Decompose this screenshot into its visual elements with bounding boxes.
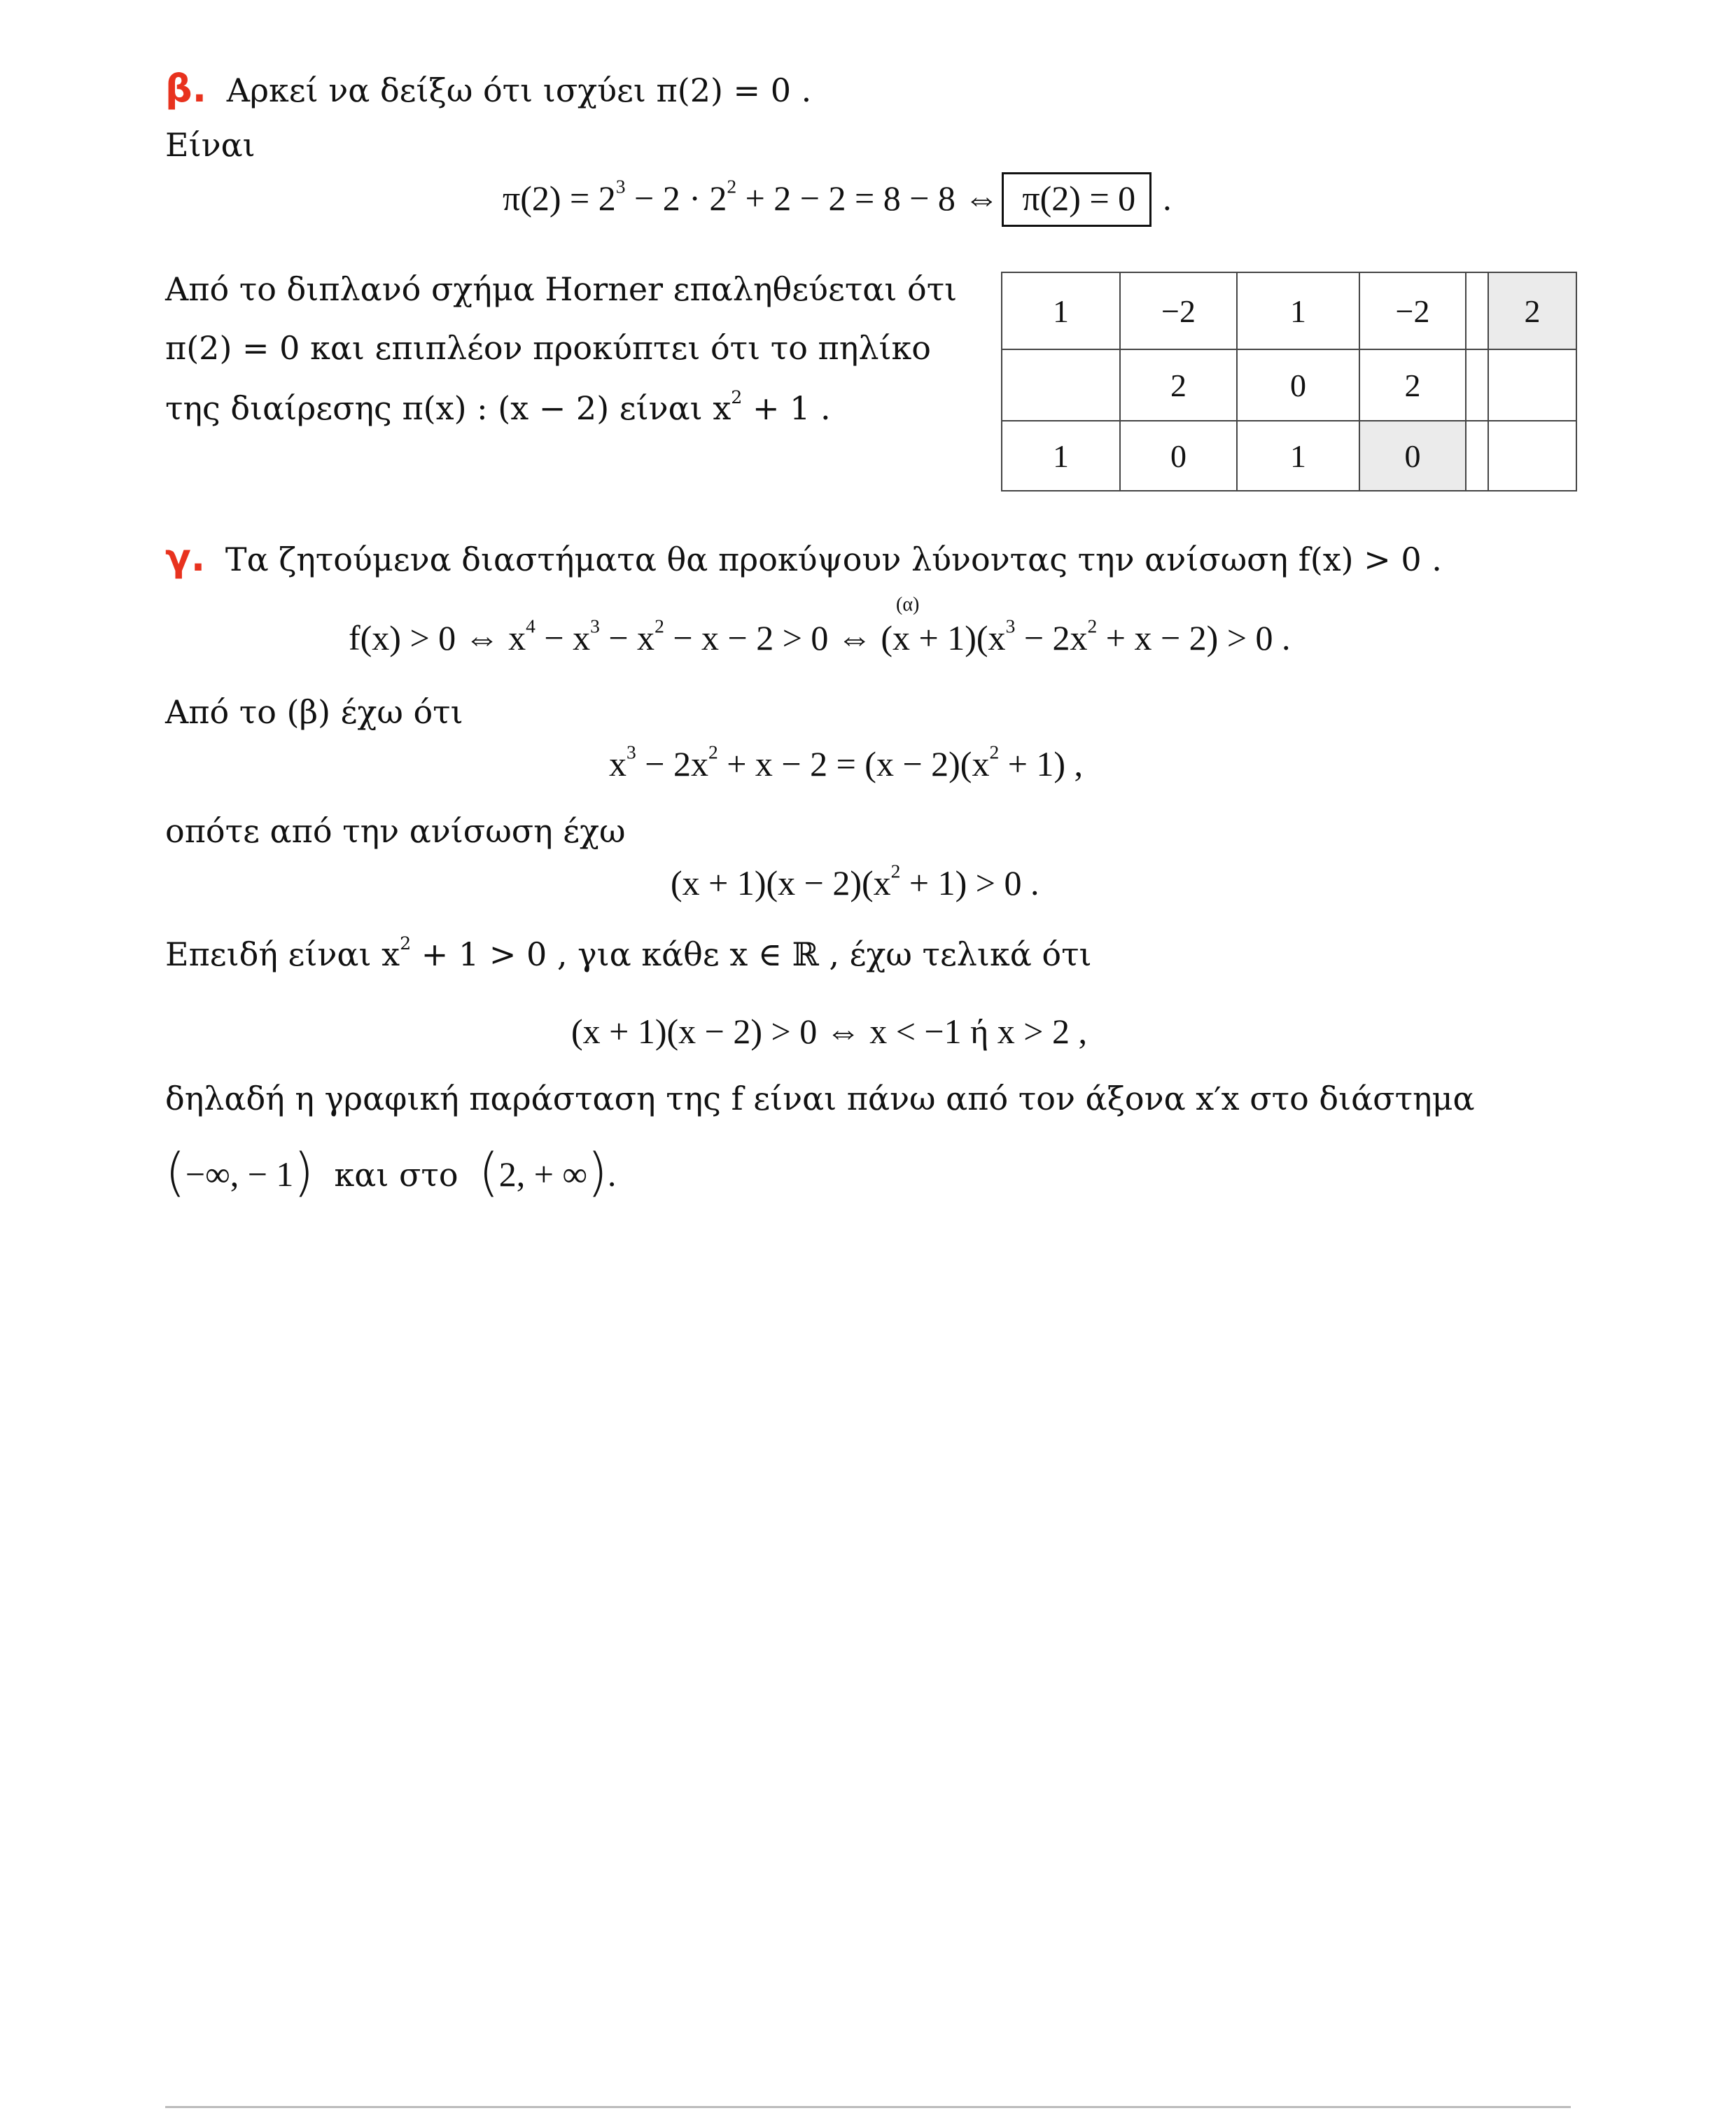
interval-2: 2, + ∞ xyxy=(498,1155,588,1194)
part-c-line xyxy=(165,536,1442,580)
opote-text: οπότε από την ανίσωση έχω xyxy=(165,812,626,850)
factorization-equation: $x^3 - 2x^2 + x - 2 = (x - 2)(x^2 + 1)$ , xyxy=(609,741,1084,783)
horner-table xyxy=(1001,272,1577,491)
from-b-text: Από το (β) έχω ότι xyxy=(165,693,463,731)
interval-1: −∞, − 1 xyxy=(185,1155,294,1194)
horner-cell: 2 xyxy=(1120,349,1237,421)
horner-cell xyxy=(1488,349,1576,421)
horner-separator-cell xyxy=(1466,272,1488,349)
horner-cell: 1 xyxy=(1237,272,1359,349)
intervals-line: (−∞, − 1) και στο (2, + ∞). xyxy=(165,1143,617,1203)
horner-cell: 1 xyxy=(1002,421,1120,491)
horner-cell: 1 xyxy=(1002,272,1120,349)
part-c-label: γ. xyxy=(165,536,206,580)
inequality-equation-2: $(x + 1)(x - 2)(x^2 + 1) > 0$ . xyxy=(671,860,1040,902)
inequality-equation-1: f(x) > 0 ⇔ $x^4 - x^3 - x^2 - x - 2 > 0$ ⇔ $(x + 1)(x^3 - 2x^2 + x - 2) > 0$ . xyxy=(349,615,1291,657)
horner-row-2 xyxy=(1002,349,1576,421)
horner-paragraph-line-2: π(2) = 0 και επιπλέον προκύπτει ότι το πηλίκο xyxy=(165,329,931,367)
horner-cell: 1 xyxy=(1237,421,1359,491)
horner-root-cell: 2 xyxy=(1488,272,1576,349)
part-c-intro: Τα ζητούμενα διαστήματα θα προκύψουν λύνοντας την ανίσωση f(x) > 0 . xyxy=(225,541,1442,578)
horner-separator-cell xyxy=(1466,349,1488,421)
horner-remainder-cell: 0 xyxy=(1359,421,1466,491)
horner-row-3 xyxy=(1002,421,1576,491)
horner-cell: −2 xyxy=(1120,272,1237,349)
horner-separator-cell xyxy=(1466,421,1488,491)
alpha-tag: (α) xyxy=(896,594,920,615)
diladi-text: δηλαδή η γραφική παράσταση της f είναι πάνω από τον άξονα x′x στο διάστημα xyxy=(165,1080,1475,1117)
horner-cell xyxy=(1488,421,1576,491)
horner-cell: 0 xyxy=(1237,349,1359,421)
boxed-result: π(2) = 0 xyxy=(1002,172,1152,227)
footer-rule xyxy=(165,2106,1571,2108)
part-b-line xyxy=(165,67,812,111)
horner-paragraph-line-3: της διαίρεσης π(x) : (x − 2) είναι $x^2 + 1$ . xyxy=(165,387,831,427)
horner-cell xyxy=(1002,349,1120,421)
pi2-equation: $\pi(2) = 2^3 - 2 \cdot 2^2 + 2 - 2 = 8 - 8$ ⇔ π(2) = 0 . xyxy=(503,181,1172,216)
part-b-intro: Αρκεί να δείξω ότι ισχύει π(2) = 0 . xyxy=(226,71,812,109)
einai-text: Είναι xyxy=(165,126,255,164)
horner-cell: −2 xyxy=(1359,272,1466,349)
horner-paragraph-line-1: Από το διπλανό σχήμα Horner επαληθεύεται ότι xyxy=(165,270,958,308)
part-b-label: β. xyxy=(165,67,207,111)
horner-cell: 2 xyxy=(1359,349,1466,421)
epeidi-text: Επειδή είναι $x^2 + 1 > 0$ , για κάθε x ∈ ℝ , έχω τελικά ότι xyxy=(165,933,1092,973)
horner-cell: 0 xyxy=(1120,421,1237,491)
final-inequality: (x + 1)(x − 2) > 0 ⇔ x < −1 ή x > 2 , xyxy=(571,1012,1087,1051)
horner-row-1 xyxy=(1002,272,1576,349)
